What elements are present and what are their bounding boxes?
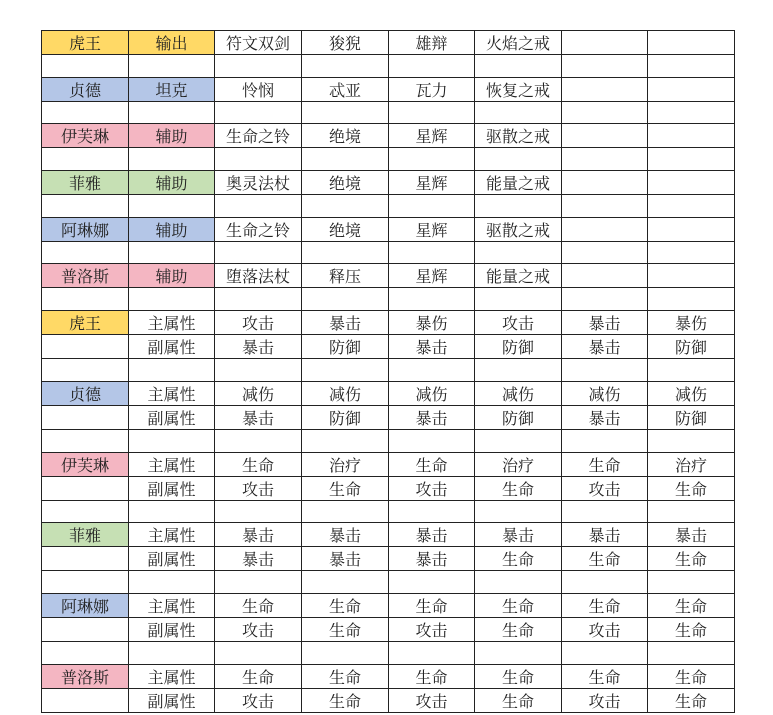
empty-cell (129, 429, 215, 452)
main-attribute-cell: 攻击 (215, 311, 302, 335)
equipment-item-cell: 星辉 (389, 217, 475, 241)
main-attribute-row (42, 523, 735, 547)
main-attribute-cell: 暴击 (302, 311, 389, 335)
hero-name-cell: 伊芙琳 (42, 452, 129, 476)
equipment-item-cell: 瓦力 (389, 77, 475, 101)
main-attribute-row (42, 452, 735, 476)
empty-cell (562, 288, 648, 311)
main-attribute-cell: 生命 (215, 593, 302, 617)
main-attribute-cell: 减伤 (648, 381, 735, 405)
empty-cell (302, 429, 389, 452)
equipment-row (42, 217, 735, 241)
empty-cell (475, 55, 562, 78)
empty-cell (562, 148, 648, 171)
empty-cell (562, 641, 648, 664)
empty-cell (648, 101, 735, 124)
empty-cell (389, 288, 475, 311)
empty-cell (302, 500, 389, 523)
empty-cell (42, 429, 129, 452)
empty-cell (562, 101, 648, 124)
main-attribute-cell: 生命 (475, 664, 562, 688)
sub-attribute-cell: 暴击 (389, 547, 475, 571)
empty-cell (562, 31, 648, 55)
sub-attribute-label: 副属性 (129, 688, 215, 712)
main-attribute-cell: 暴击 (389, 523, 475, 547)
hero-role-cell: 辅助 (129, 171, 215, 195)
main-attribute-cell: 暴击 (562, 311, 648, 335)
main-attribute-cell: 减伤 (389, 381, 475, 405)
hero-role-cell: 坦克 (129, 77, 215, 101)
sub-attribute-row (42, 617, 735, 641)
empty-cell (42, 288, 129, 311)
main-attribute-cell: 生命 (562, 593, 648, 617)
equipment-item-cell: 星辉 (389, 264, 475, 288)
equipment-item-cell: 生命之铃 (215, 217, 302, 241)
empty-cell (648, 641, 735, 664)
main-attribute-cell: 暴击 (648, 523, 735, 547)
empty-cell (129, 101, 215, 124)
sub-attribute-cell: 生命 (475, 617, 562, 641)
main-attribute-label: 主属性 (129, 593, 215, 617)
equipment-item-cell: 奥灵法杖 (215, 171, 302, 195)
main-attribute-label: 主属性 (129, 452, 215, 476)
hero-name-cell: 菲雅 (42, 171, 129, 195)
empty-cell (562, 429, 648, 452)
main-attribute-cell: 减伤 (475, 381, 562, 405)
main-attribute-cell: 暴击 (302, 523, 389, 547)
sub-attribute-cell: 防御 (302, 335, 389, 359)
empty-cell (648, 241, 735, 264)
main-attribute-row (42, 593, 735, 617)
empty-cell (475, 500, 562, 523)
equipment-item-cell: 恢复之戒 (475, 77, 562, 101)
sub-attribute-row (42, 335, 735, 359)
main-attribute-cell: 生命 (648, 593, 735, 617)
empty-cell (129, 195, 215, 218)
sub-attribute-cell: 生命 (302, 476, 389, 500)
main-attribute-row (42, 664, 735, 688)
sub-attribute-cell: 防御 (475, 405, 562, 429)
equipment-item-cell: 生命之铃 (215, 124, 302, 148)
sub-attribute-cell: 暴击 (562, 405, 648, 429)
hero-role-cell: 辅助 (129, 124, 215, 148)
sub-attribute-cell: 攻击 (562, 688, 648, 712)
equipment-item-cell: 绝境 (302, 124, 389, 148)
empty-cell (302, 359, 389, 382)
main-attribute-cell: 生命 (215, 664, 302, 688)
empty-cell (129, 641, 215, 664)
empty-cell (42, 547, 129, 571)
hero-name-cell: 普洛斯 (42, 664, 129, 688)
equipment-item-cell: 怜悯 (215, 77, 302, 101)
empty-cell (302, 288, 389, 311)
sub-attribute-row (42, 547, 735, 571)
main-attribute-row (42, 311, 735, 335)
main-attribute-cell: 暴击 (475, 523, 562, 547)
empty-cell (648, 31, 735, 55)
empty-cell (648, 171, 735, 195)
main-attribute-cell: 治疗 (475, 452, 562, 476)
empty-cell (562, 55, 648, 78)
empty-cell (562, 171, 648, 195)
spacer-row (42, 359, 735, 382)
empty-cell (389, 241, 475, 264)
hero-role-cell: 辅助 (129, 264, 215, 288)
empty-cell (42, 101, 129, 124)
empty-cell (475, 641, 562, 664)
hero-name-cell: 普洛斯 (42, 264, 129, 288)
equipment-row (42, 124, 735, 148)
equipment-item-cell: 驱散之戒 (475, 124, 562, 148)
sub-attribute-label: 副属性 (129, 547, 215, 571)
sub-attribute-row (42, 688, 735, 712)
main-attribute-cell: 攻击 (475, 311, 562, 335)
main-attribute-cell: 暴击 (562, 523, 648, 547)
hero-name-cell: 贞德 (42, 381, 129, 405)
sub-attribute-cell: 攻击 (389, 617, 475, 641)
empty-cell (648, 124, 735, 148)
main-attribute-label: 主属性 (129, 311, 215, 335)
main-attribute-cell: 减伤 (302, 381, 389, 405)
empty-cell (42, 617, 129, 641)
empty-cell (302, 101, 389, 124)
empty-cell (42, 571, 129, 594)
empty-cell (42, 241, 129, 264)
empty-cell (302, 641, 389, 664)
equipment-item-cell: 忒亚 (302, 77, 389, 101)
main-attribute-cell: 生命 (302, 664, 389, 688)
sub-attribute-label: 副属性 (129, 617, 215, 641)
sub-attribute-cell: 生命 (475, 688, 562, 712)
main-attribute-cell: 暴击 (215, 523, 302, 547)
empty-cell (475, 195, 562, 218)
main-attribute-label: 主属性 (129, 381, 215, 405)
empty-cell (562, 500, 648, 523)
spacer-row (42, 241, 735, 264)
equipment-row (42, 31, 735, 55)
sub-attribute-cell: 生命 (475, 547, 562, 571)
empty-cell (475, 101, 562, 124)
main-attribute-cell: 生命 (389, 593, 475, 617)
sub-attribute-cell: 生命 (475, 476, 562, 500)
hero-role-cell: 辅助 (129, 217, 215, 241)
hero-name-cell: 阿琳娜 (42, 217, 129, 241)
empty-cell (475, 571, 562, 594)
empty-cell (475, 241, 562, 264)
hero-name-cell: 虎王 (42, 311, 129, 335)
empty-cell (215, 148, 302, 171)
empty-cell (129, 148, 215, 171)
spacer-row (42, 571, 735, 594)
hero-role-cell: 输出 (129, 31, 215, 55)
hero-name-cell: 菲雅 (42, 523, 129, 547)
equipment-item-cell: 符文双剑 (215, 31, 302, 55)
empty-cell (42, 195, 129, 218)
sub-attribute-row (42, 405, 735, 429)
empty-cell (389, 641, 475, 664)
main-attribute-cell: 治疗 (648, 452, 735, 476)
empty-cell (215, 288, 302, 311)
empty-cell (302, 571, 389, 594)
main-attribute-cell: 生命 (562, 664, 648, 688)
sub-attribute-cell: 生命 (302, 617, 389, 641)
sub-attribute-cell: 生命 (648, 476, 735, 500)
empty-cell (215, 55, 302, 78)
sub-attribute-cell: 生命 (648, 547, 735, 571)
spacer-row (42, 500, 735, 523)
main-attribute-cell: 生命 (648, 664, 735, 688)
empty-cell (648, 195, 735, 218)
equipment-item-cell: 绝境 (302, 217, 389, 241)
sub-attribute-cell: 防御 (648, 405, 735, 429)
sub-attribute-row (42, 476, 735, 500)
empty-cell (648, 429, 735, 452)
empty-cell (42, 476, 129, 500)
empty-cell (648, 55, 735, 78)
empty-cell (42, 500, 129, 523)
sub-attribute-cell: 攻击 (562, 617, 648, 641)
empty-cell (42, 641, 129, 664)
sub-attribute-cell: 防御 (302, 405, 389, 429)
empty-cell (648, 288, 735, 311)
empty-cell (129, 359, 215, 382)
empty-cell (215, 195, 302, 218)
empty-cell (562, 217, 648, 241)
equipment-item-cell: 能量之戒 (475, 264, 562, 288)
sub-attribute-label: 副属性 (129, 476, 215, 500)
empty-cell (648, 359, 735, 382)
sub-attribute-cell: 生命 (648, 688, 735, 712)
sub-attribute-cell: 防御 (648, 335, 735, 359)
empty-cell (648, 148, 735, 171)
sub-attribute-cell: 攻击 (215, 617, 302, 641)
main-attribute-cell: 生命 (302, 593, 389, 617)
spacer-row (42, 429, 735, 452)
main-attribute-row (42, 381, 735, 405)
empty-cell (562, 241, 648, 264)
empty-cell (475, 148, 562, 171)
sub-attribute-label: 副属性 (129, 335, 215, 359)
equipment-item-cell: 释压 (302, 264, 389, 288)
main-attribute-cell: 减伤 (215, 381, 302, 405)
empty-cell (215, 571, 302, 594)
empty-cell (42, 55, 129, 78)
equipment-item-cell: 能量之戒 (475, 171, 562, 195)
main-attribute-cell: 减伤 (562, 381, 648, 405)
empty-cell (302, 195, 389, 218)
empty-cell (42, 405, 129, 429)
empty-cell (42, 148, 129, 171)
spacer-row (42, 288, 735, 311)
empty-cell (215, 241, 302, 264)
empty-cell (129, 500, 215, 523)
empty-cell (389, 101, 475, 124)
hero-name-cell: 阿琳娜 (42, 593, 129, 617)
sub-attribute-cell: 攻击 (562, 476, 648, 500)
empty-cell (129, 571, 215, 594)
main-attribute-cell: 生命 (562, 452, 648, 476)
equipment-item-cell: 星辉 (389, 171, 475, 195)
empty-cell (389, 359, 475, 382)
main-attribute-label: 主属性 (129, 523, 215, 547)
main-attribute-cell: 生命 (389, 452, 475, 476)
empty-cell (302, 55, 389, 78)
empty-cell (389, 55, 475, 78)
empty-cell (648, 264, 735, 288)
empty-cell (389, 148, 475, 171)
empty-cell (129, 288, 215, 311)
empty-cell (648, 77, 735, 101)
empty-cell (215, 429, 302, 452)
spacer-row (42, 55, 735, 78)
equipment-item-cell: 狻猊 (302, 31, 389, 55)
empty-cell (215, 359, 302, 382)
empty-cell (562, 264, 648, 288)
equipment-item-cell: 火焰之戒 (475, 31, 562, 55)
empty-cell (389, 195, 475, 218)
equipment-row (42, 77, 735, 101)
sub-attribute-cell: 生命 (302, 688, 389, 712)
main-attribute-cell: 生命 (475, 593, 562, 617)
empty-cell (389, 571, 475, 594)
main-attribute-cell: 暴伤 (389, 311, 475, 335)
sub-attribute-label: 副属性 (129, 405, 215, 429)
main-attribute-cell: 治疗 (302, 452, 389, 476)
empty-cell (129, 241, 215, 264)
equipment-item-cell: 绝境 (302, 171, 389, 195)
main-attribute-cell: 生命 (215, 452, 302, 476)
empty-cell (648, 500, 735, 523)
sub-attribute-cell: 暴击 (215, 335, 302, 359)
empty-cell (562, 77, 648, 101)
spacer-row (42, 101, 735, 124)
sub-attribute-cell: 攻击 (215, 688, 302, 712)
empty-cell (42, 359, 129, 382)
main-attribute-cell: 生命 (389, 664, 475, 688)
sub-attribute-cell: 攻击 (215, 476, 302, 500)
sub-attribute-cell: 暴击 (389, 405, 475, 429)
sub-attribute-cell: 攻击 (389, 476, 475, 500)
equipment-item-cell: 堕落法杖 (215, 264, 302, 288)
sub-attribute-cell: 攻击 (389, 688, 475, 712)
sub-attribute-cell: 暴击 (389, 335, 475, 359)
main-attribute-cell: 暴伤 (648, 311, 735, 335)
empty-cell (562, 359, 648, 382)
empty-cell (562, 124, 648, 148)
empty-cell (562, 571, 648, 594)
empty-cell (42, 688, 129, 712)
equipment-row (42, 171, 735, 195)
empty-cell (648, 217, 735, 241)
build-spreadsheet (41, 30, 735, 713)
equipment-item-cell: 驱散之戒 (475, 217, 562, 241)
empty-cell (389, 429, 475, 452)
hero-name-cell: 伊芙琳 (42, 124, 129, 148)
empty-cell (389, 500, 475, 523)
sub-attribute-cell: 暴击 (302, 547, 389, 571)
hero-name-cell: 虎王 (42, 31, 129, 55)
sub-attribute-cell: 防御 (475, 335, 562, 359)
empty-cell (648, 571, 735, 594)
empty-cell (475, 359, 562, 382)
empty-cell (475, 429, 562, 452)
empty-cell (129, 55, 215, 78)
empty-cell (215, 101, 302, 124)
spacer-row (42, 195, 735, 218)
empty-cell (302, 148, 389, 171)
sub-attribute-cell: 生命 (648, 617, 735, 641)
empty-cell (215, 500, 302, 523)
sub-attribute-cell: 暴击 (562, 335, 648, 359)
empty-cell (302, 241, 389, 264)
empty-cell (475, 288, 562, 311)
main-attribute-label: 主属性 (129, 664, 215, 688)
equipment-item-cell: 雄辩 (389, 31, 475, 55)
equipment-row (42, 264, 735, 288)
sub-attribute-cell: 暴击 (215, 405, 302, 429)
equipment-item-cell: 星辉 (389, 124, 475, 148)
sub-attribute-cell: 暴击 (215, 547, 302, 571)
empty-cell (562, 195, 648, 218)
empty-cell (42, 335, 129, 359)
sub-attribute-cell: 生命 (562, 547, 648, 571)
hero-name-cell: 贞德 (42, 77, 129, 101)
spacer-row (42, 641, 735, 664)
spacer-row (42, 148, 735, 171)
empty-cell (215, 641, 302, 664)
